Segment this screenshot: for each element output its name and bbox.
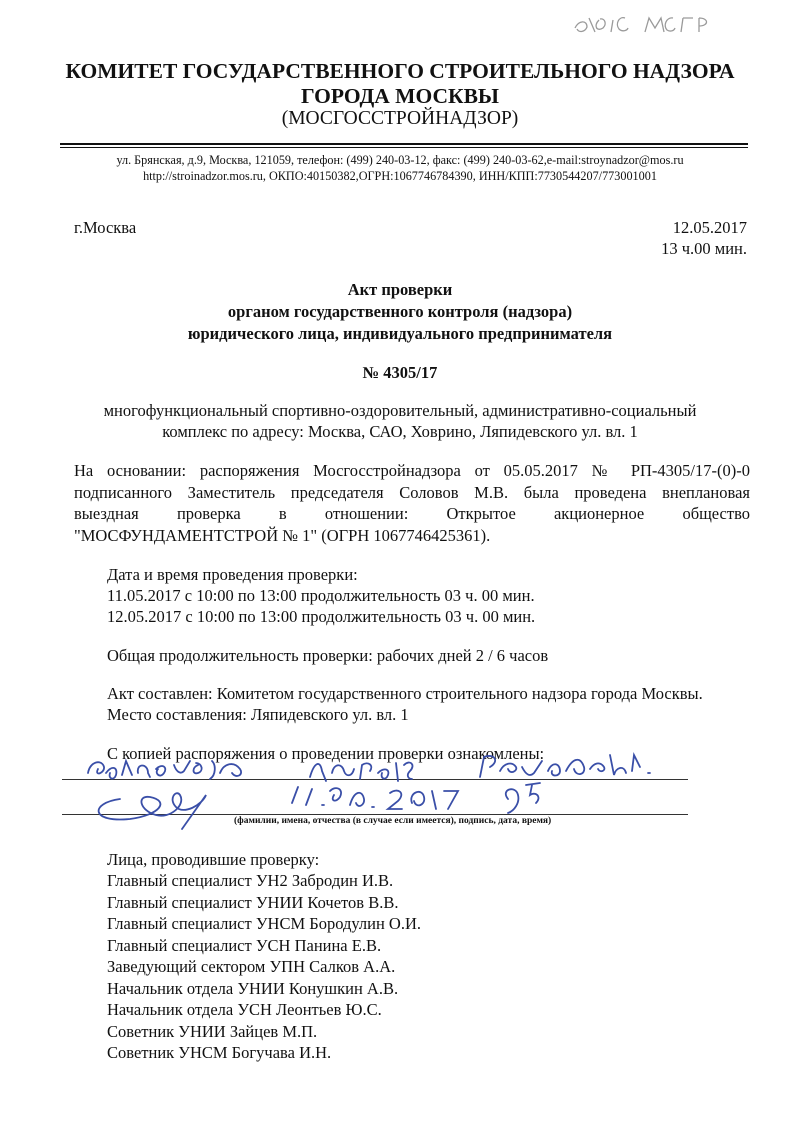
document-subtitle-line2: юридического лица, индивидуального предпринимателя [187,324,613,343]
contacts-registry-line: http://stroinadzor.mos.ru, ОКПО:40150382,ОГРН:1067746784390, ИНН/КПП:7730544207/773001001 [143,169,657,183]
inspector-item: Главный специалист УНСМ Бородулин О.И. [107,914,422,933]
contacts-address-line: ул. Брянская, д.9, Москва, 121059, телефон: (499) 240-03-12, факс: (499) 240-03-62,e-mail:stroynadzor@mos.ru [116,153,684,167]
inspector-item: Советник УНИИ Зайцев М.П. [107,1021,318,1041]
object-description-line2: комплекс по адресу: Москва, САО, Ховрино, Ляпидевского ул. вл. 1 [162,422,638,441]
document-number: № 4305/17 [362,363,438,382]
header-divider-thin [60,147,748,148]
document-title: Акт проверки [347,280,453,299]
inspector-item: Начальник отдела УНИИ Конушкин А.В. [107,978,399,998]
inspectors-list [107,870,421,1064]
organization-name-line1: КОМИТЕТ ГОСУДАРСТВЕННОГО СТРОИТЕЛЬНОГО НАДЗОРА [65,59,735,83]
inspector-item: Начальник отдела УСН Леонтьев Ю.С. [107,1000,382,1019]
basis-paragraph-line3: выездная проверка в отношении: Открытое акционерное общество [74,504,750,523]
inspector-item: Заведующий сектором УПН Салков А.А. [107,957,396,976]
organization-abbreviation: (МОСГОССТРОЙНАДЗОР) [281,108,519,129]
acknowledgement-text: С копией распоряжения о проведении проверки ознакомлены: [107,744,545,763]
inspector-item: Главный специалист УН2 Забродин И.В. [107,871,394,890]
act-compiled-place: Место составления: Ляпидевского ул. вл. 1 [107,705,409,724]
document-date: 12.05.2017 [672,218,747,237]
inspection-dates-label: Дата и время проведения проверки: [107,565,358,584]
header-divider-thick [60,143,748,145]
document-subtitle-line1: органом государственного контроля (надзора) [227,302,573,321]
inspection-date-row: 11.05.2017 с 10:00 по 13:00 продолжительность 03 ч. 00 мин. [107,586,535,605]
signature-line-name [62,779,688,780]
signature-caption: (фамилии, имена, отчества (в случае если имеется), подпись, дата, время) [234,816,552,826]
inspector-item: Главный специалист УСН Панина Е.В. [107,935,382,955]
document-city: г.Москва [74,218,137,237]
document-time: 13 ч.00 мин. [661,239,747,258]
inspector-item: Главный специалист УНИИ Кочетов В.В. [107,892,399,912]
inspector-item: Советник УНСМ Богучава И.Н. [107,1043,332,1062]
organization-name-line2: ГОРОДА МОСКВЫ [300,84,500,108]
inspection-total-duration: Общая продолжительность проверки: рабочих дней 2 / 6 часов [107,646,549,665]
object-description-line1: многофункциональный спортивно-оздоровительный, административно-социальный [103,401,697,420]
basis-paragraph-line2: подписанного Заместитель председателя Соловов М.В. была проведена внеплановая [74,483,750,502]
act-compiled-by: Акт составлен: Комитетом государственного строительного надзора города Москвы. [107,684,703,703]
corner-pencil-note [555,6,745,40]
basis-paragraph-line4: "МОСФУНДАМЕНТСТРОЙ № 1" (ОГРН 1067746425361). [74,526,491,545]
inspectors-heading: Лица, проводившие проверку: [107,850,320,869]
inspection-date-row: 12.05.2017 с 10:00 по 13:00 продолжительность 03 ч. 00 мин. [107,607,536,626]
basis-paragraph-line1: На основании: распоряжения Мосгосстройнадзора от 05.05.2017 № РП-4305/17-(0)-0 [74,461,750,480]
